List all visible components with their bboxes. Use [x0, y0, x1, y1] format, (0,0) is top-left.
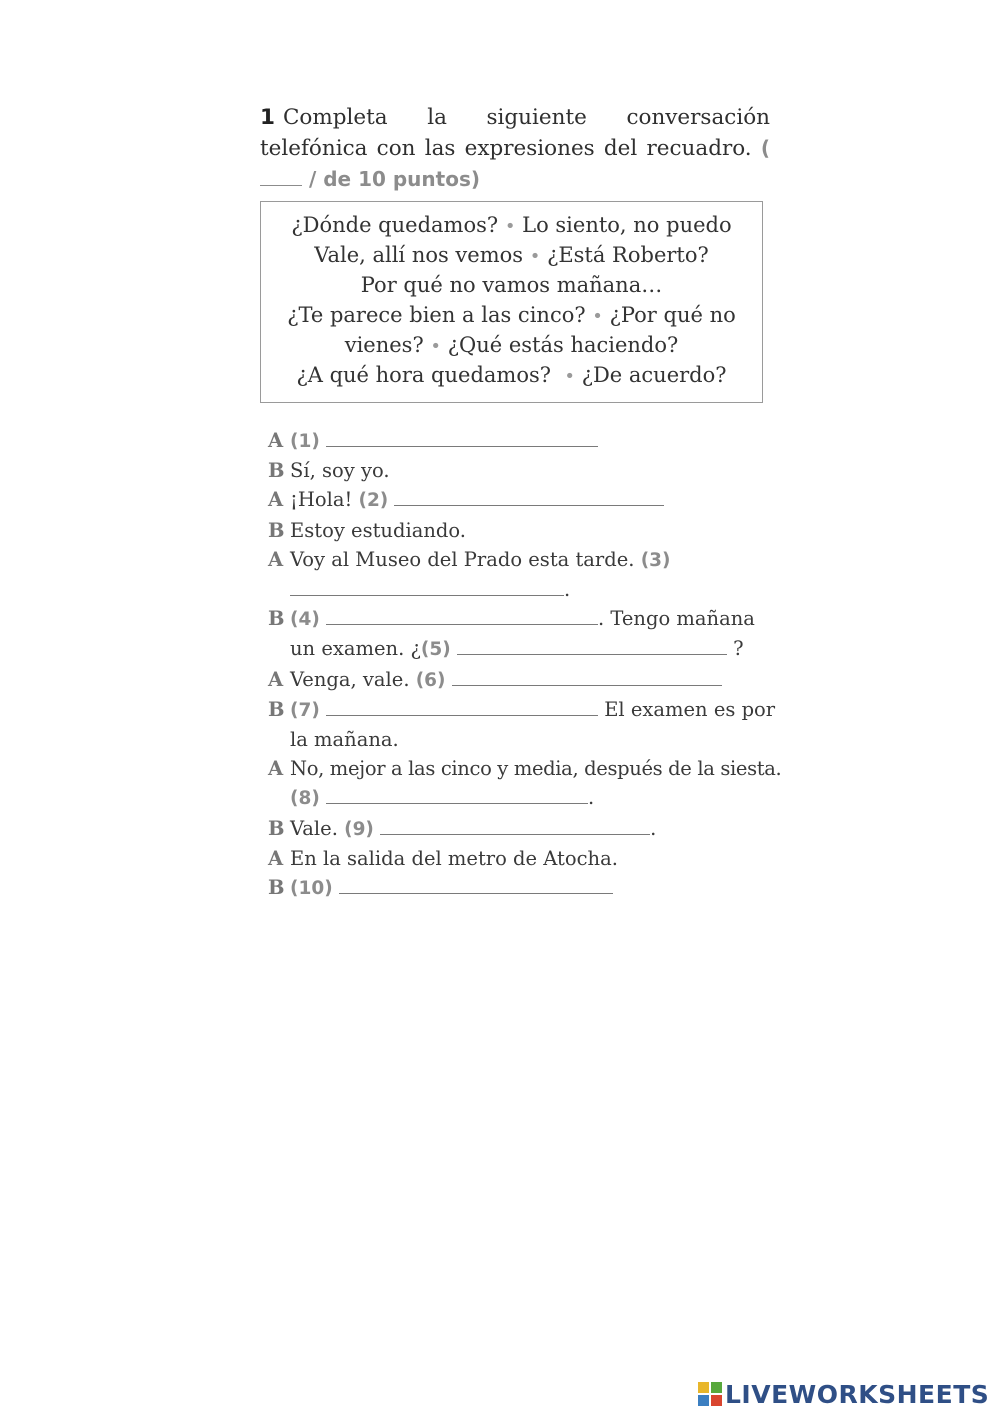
logo-tile [698, 1395, 709, 1406]
answer-blank-2[interactable] [394, 485, 664, 506]
expression: ¿Te parece bien a las cinco? [287, 302, 586, 327]
logo-tile [711, 1382, 722, 1393]
dialogue-line-12 [268, 873, 778, 903]
expression: ¿Por qué no [609, 302, 736, 327]
answer-blank-5[interactable] [457, 634, 727, 655]
dialogue-line-11 [268, 844, 778, 873]
box-line-6 [261, 361, 762, 391]
answer-blank-3[interactable] [290, 575, 564, 596]
box-line-5 [261, 331, 762, 361]
expression: ¿Dónde quedamos? [291, 213, 499, 237]
line-text: Vale. [290, 816, 338, 840]
expression: ¿Qué estás haciendo? [447, 332, 679, 357]
expression: ¿Está Roberto? [547, 243, 709, 268]
dialogue-line-6 [268, 604, 778, 634]
dialogue-line-5-cont: . [268, 575, 778, 604]
box-line-3 [261, 271, 762, 300]
box-line-4 [261, 301, 762, 331]
line-text: El examen es por [598, 697, 776, 721]
speaker-a: A [268, 429, 284, 452]
dialogue-line-8-cont [268, 725, 778, 754]
dialogue-line-6-cont: un examen. ¿(5) ? [268, 634, 778, 664]
exercise-instruction [260, 103, 770, 195]
dialogue-line-9-cont: (8) . [268, 783, 778, 813]
expression: vienes? [344, 332, 424, 357]
line-text: Sí, soy yo. [290, 459, 390, 483]
logo-grid-icon [698, 1382, 722, 1406]
logo-tile [698, 1382, 709, 1393]
blank-number: (6) [415, 669, 446, 691]
expression: Por qué no vamos mañana… [360, 273, 663, 298]
answer-blank-10[interactable] [339, 873, 613, 894]
line-text: ¡Hola! [290, 488, 353, 512]
box-line-2 [261, 241, 762, 271]
line-text: No, mejor a las cinco y media, después de la siesta. [290, 757, 782, 781]
score-blank[interactable] [260, 167, 302, 186]
expressions-box [260, 201, 763, 403]
bullet-icon: • [592, 305, 603, 327]
blank-number: (8) [290, 788, 320, 810]
exercise-number: 1 [260, 105, 275, 130]
blank-number: (9) [344, 818, 374, 840]
line-text: Estoy estudiando. [290, 518, 466, 542]
line-text: un examen. ¿ [290, 637, 421, 661]
speaker-a: A [268, 488, 284, 512]
instruction-text: Completa la siguiente conversación telefónica con las expresiones del recuadro. [260, 105, 770, 161]
blank-number: (2) [358, 490, 389, 512]
expression: Vale, allí nos vemos [314, 243, 524, 268]
dialogue-line-1 [268, 426, 778, 456]
blank-number: (5) [420, 639, 451, 661]
dialogue-line-4 [268, 516, 778, 545]
speaker-b: B [268, 697, 285, 721]
bullet-icon: • [504, 216, 516, 237]
speaker-b: B [268, 518, 285, 542]
blank-number: (4) [290, 609, 320, 631]
liveworksheets-logo [698, 1378, 989, 1410]
bullet-icon: • [564, 366, 575, 388]
answer-blank-1[interactable] [326, 426, 598, 447]
dialogue [268, 426, 782, 903]
dialogue-line-10: B Vale. (9) . [268, 814, 778, 844]
expression: Lo siento, no puedo [522, 213, 732, 237]
answer-blank-6[interactable] [452, 665, 722, 686]
line-text: Voy al Museo del Prado esta tarde. [290, 547, 635, 571]
speaker-b: B [268, 459, 285, 483]
answer-blank-4[interactable] [326, 604, 598, 625]
blank-number: (1) [290, 431, 320, 452]
score-label: ( / de 10 puntos) [260, 136, 770, 191]
speaker-b: B [268, 876, 285, 900]
speaker-a: A [268, 757, 284, 781]
blank-number: (7) [290, 699, 320, 721]
dialogue-line-3 [268, 485, 778, 515]
speaker-b: B [268, 816, 285, 840]
dialogue-line-8 [268, 695, 778, 725]
logo-text: LIVEWORKSHEETS [725, 1379, 990, 1409]
expression: ¿A qué hora quedamos? [296, 363, 552, 388]
box-line-1 [261, 211, 762, 241]
answer-blank-9[interactable] [380, 814, 650, 835]
dialogue-line-7 [268, 665, 778, 695]
bullet-icon: • [430, 335, 442, 357]
speaker-a: A [268, 846, 284, 870]
answer-blank-7[interactable] [326, 695, 598, 716]
speaker-a: A [268, 667, 284, 691]
answer-blank-8[interactable] [326, 783, 588, 804]
line-text: Venga, vale. [290, 667, 410, 691]
expression: ¿De acuerdo? [581, 363, 727, 388]
blank-number: (3) [640, 549, 671, 571]
dialogue-line-9 [268, 754, 782, 783]
line-text: . Tengo mañana [598, 607, 755, 631]
blank-number: (10) [290, 878, 333, 900]
dialogue-line-2 [268, 456, 778, 485]
line-text: la mañana. [290, 728, 399, 752]
speaker-b: B [268, 607, 285, 631]
bullet-icon: • [529, 246, 541, 268]
speaker-a: A [268, 547, 284, 571]
dialogue-line-5 [268, 545, 778, 575]
line-text: En la salida del metro de Atocha. [290, 846, 618, 870]
logo-tile [711, 1395, 722, 1406]
